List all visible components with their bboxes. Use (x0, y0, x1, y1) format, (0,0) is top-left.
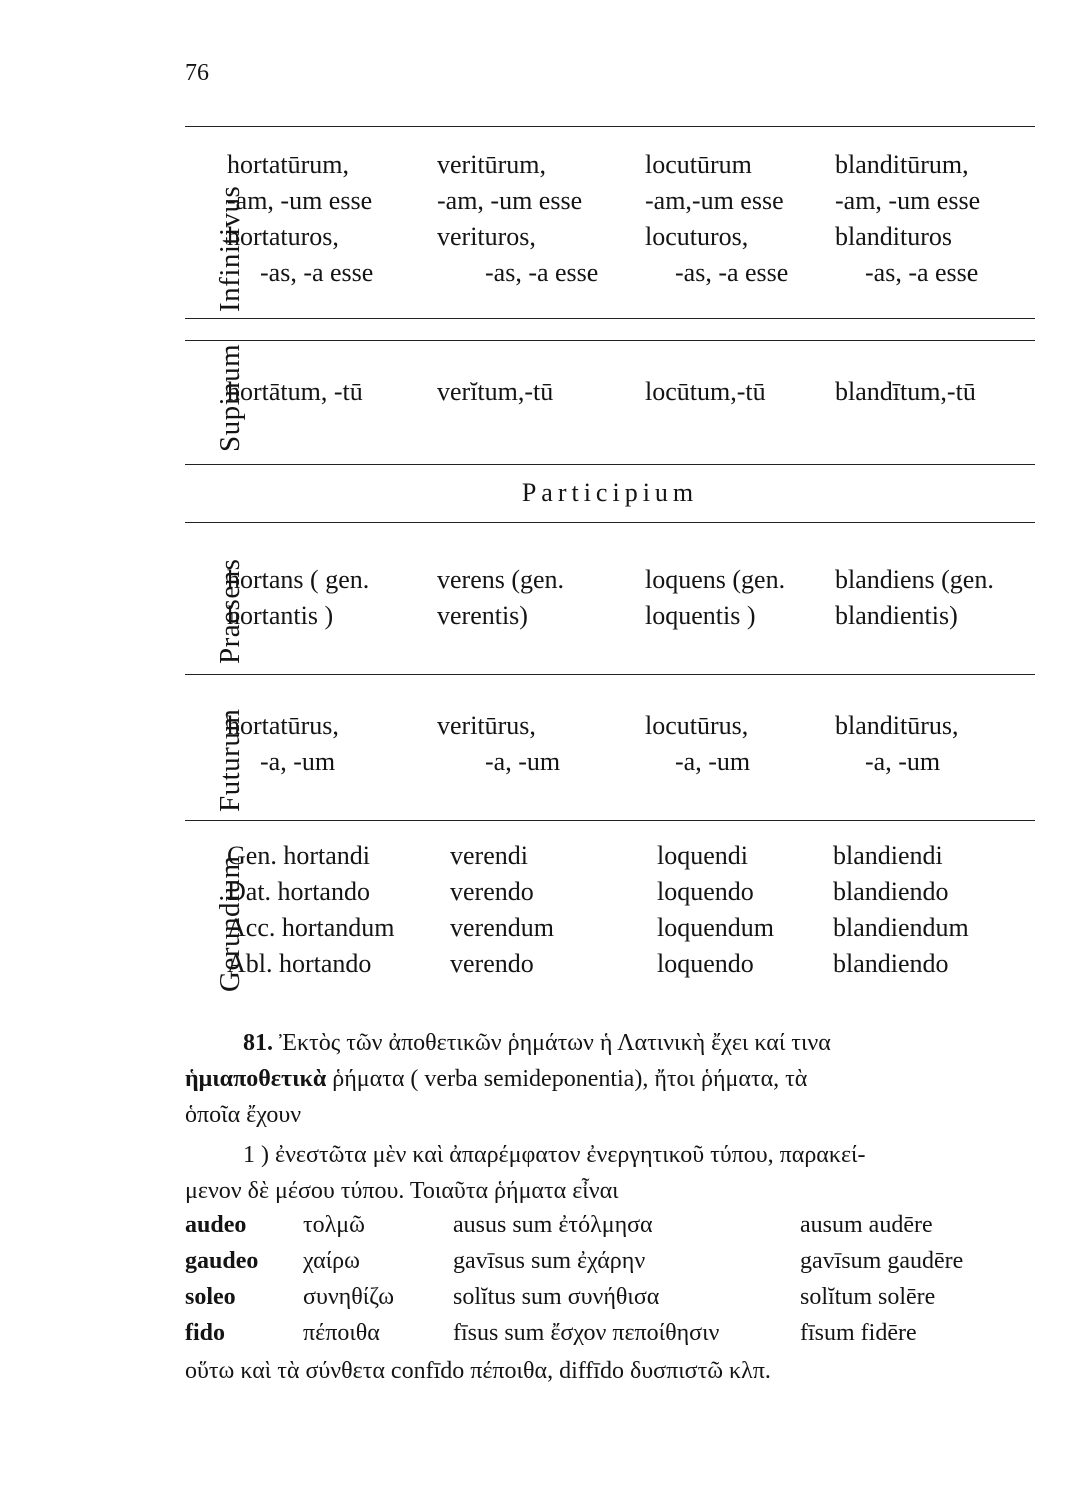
cell: -a, -um (260, 747, 336, 776)
cell: verentis) (437, 601, 528, 630)
cell: loquentis ) (645, 601, 756, 630)
praesens-row (185, 598, 1065, 634)
verb-perfect: gavīsus sum ἐχάρην (453, 1248, 646, 1274)
last-line: οὕτω καὶ τὰ σύνθετα confīdo πέποιθα, diffīdo δυσπιστῶ κλπ. (185, 1358, 771, 1384)
cell: blandiens (gen. (835, 565, 994, 594)
cell: -as, -a esse (260, 258, 374, 287)
cell: locūtum,-tū (645, 377, 766, 406)
cell: blandiendo (833, 877, 949, 906)
verb-perfect: fīsus sum ἔσχον πεποίθησιν (453, 1320, 720, 1346)
cell: hortātum, -tū (227, 377, 363, 406)
cell: -am, -um esse (835, 186, 981, 215)
verb-supine-infinitive: solĭtum solēre (800, 1284, 936, 1310)
rule-top (185, 126, 1035, 127)
cell: Abl. hortando (227, 949, 372, 978)
cell: blandiendo (833, 949, 949, 978)
cell: veritūrum, (437, 150, 547, 179)
cell: loquendo (657, 949, 754, 978)
cell: blandituros (835, 222, 952, 251)
gerundium-row (185, 874, 1065, 910)
paragraph-text: Ἐκτὸς τῶν ἀποθετικῶν ῥημάτων ἡ Λατινικὴ ἔχει καί τινα (279, 1030, 831, 1056)
gerundium-row (185, 946, 1065, 982)
cell: blandientis) (835, 601, 958, 630)
verb-latin: soleo (185, 1284, 236, 1310)
cell: verituros, (437, 222, 536, 251)
paragraph-81-line2 (185, 1061, 1015, 1097)
page-number: 76 (185, 60, 209, 86)
verb-latin: audeo (185, 1212, 247, 1238)
praesens-row (185, 562, 1065, 598)
verb-greek: πέποιθα (303, 1320, 380, 1346)
cell: blanditūrum, (835, 150, 969, 179)
infinitivus-row (185, 255, 1065, 291)
label-praesens: Praesens (214, 558, 246, 664)
verb-latin: fido (185, 1320, 226, 1346)
rule-praesens-end (185, 674, 1035, 675)
rule-infinitivus-end (185, 318, 1035, 319)
point-1-line1: 1 ) ἐνεστῶτα μὲν καὶ ἀπαρέμφατον ἐνεργητικοῦ τύπου, παρακεί- (243, 1142, 866, 1168)
rule-futurum-end (185, 820, 1035, 821)
verb-supine-infinitive: gavīsum gaudēre (800, 1248, 964, 1274)
cell: locutūrus, (645, 711, 749, 740)
cell: -am,-um esse (645, 186, 784, 215)
cell: verendum (450, 913, 554, 942)
verb-row (185, 1279, 1065, 1315)
cell: verĭtum,-tū (437, 377, 554, 406)
paragraph-point-1 (185, 1137, 1015, 1209)
cell: blanditūrus, (835, 711, 959, 740)
paragraph-81 (185, 1025, 1015, 1133)
cell: -am, -um esse (227, 186, 373, 215)
verb-supine-infinitive: fīsum fidēre (800, 1320, 917, 1346)
cell: loquendum (657, 913, 774, 942)
supinum-row (185, 374, 1065, 410)
verb-perfect: solĭtus sum συνήθισα (453, 1284, 660, 1310)
paragraph-number: 81. (243, 1030, 273, 1056)
cell: verendo (450, 949, 534, 978)
infinitivus-row (185, 147, 1065, 183)
cell: -a, -um (865, 747, 941, 776)
cell: loquendo (657, 877, 754, 906)
cell: Acc. hortandum (227, 913, 395, 942)
cell: Dat. hortando (227, 877, 370, 906)
cell: hortantis ) (227, 601, 334, 630)
cell: -as, -a esse (865, 258, 979, 287)
cell: hortatūrum, (227, 150, 350, 179)
cell: Gen. hortandi (227, 841, 370, 870)
cell: hortaturos, (227, 222, 339, 251)
paragraph-text: ῥήματα ( verba semideponentia), ἤτοι ῥήματα, τὰ (332, 1066, 808, 1092)
cell: -as, -a esse (675, 258, 789, 287)
label-gerundium: Gerundium (214, 855, 246, 992)
bold-term: ἡμιαποθετικὰ (185, 1066, 327, 1092)
label-futurum: Futurum (214, 708, 246, 812)
futurum-row (185, 744, 1065, 780)
cell: -as, -a esse (485, 258, 599, 287)
rule-supinum-start (185, 340, 1035, 341)
label-infinitivus: Infinitivus (214, 185, 246, 312)
gerundium-row (185, 910, 1065, 946)
cell: -a, -um (675, 747, 751, 776)
infinitivus-row (185, 219, 1065, 255)
verb-supine-infinitive: ausum audēre (800, 1212, 933, 1238)
paragraph-81-line3: ὁποῖα ἔχουν (185, 1102, 302, 1128)
futurum-row (185, 708, 1065, 744)
cell: hortans ( gen. (227, 565, 370, 594)
rule-supinum-end (185, 464, 1035, 465)
cell: hortatūrus, (227, 711, 339, 740)
cell: loquendi (657, 841, 748, 870)
cell: verendo (450, 877, 534, 906)
cell: veritūrus, (437, 711, 536, 740)
point-1-line2: μενον δὲ μέσου τύπου. Τοιαῦτα ῥήματα εἶναι (185, 1178, 619, 1204)
verb-greek: τολμῶ (303, 1212, 365, 1238)
cell: -am, -um esse (437, 186, 583, 215)
cell: blandiendi (833, 841, 943, 870)
verb-perfect: ausus sum ἐτόλμησα (453, 1212, 653, 1238)
cell: verens (gen. (437, 565, 565, 594)
cell: blandītum,-tū (835, 377, 976, 406)
verb-row (185, 1315, 1065, 1351)
verb-row (185, 1243, 1065, 1279)
gerundium-row (185, 838, 1065, 874)
cell: verendi (450, 841, 528, 870)
verb-latin: gaudeo (185, 1248, 259, 1274)
label-supinum: Supinum (214, 343, 246, 452)
infinitivus-row (185, 183, 1065, 219)
verb-row (185, 1207, 1065, 1243)
paragraph-81-line1 (185, 1025, 1015, 1061)
cell: blandiendum (833, 913, 969, 942)
rule-participium-end (185, 522, 1035, 523)
participium-title: Participium (521, 478, 699, 507)
cell: locutūrum (645, 150, 752, 179)
cell: -a, -um (485, 747, 561, 776)
cell: locuturos, (645, 222, 749, 251)
verb-greek: χαίρω (303, 1248, 360, 1274)
verb-greek: συνηθίζω (303, 1284, 395, 1310)
cell: loquens (gen. (645, 565, 786, 594)
